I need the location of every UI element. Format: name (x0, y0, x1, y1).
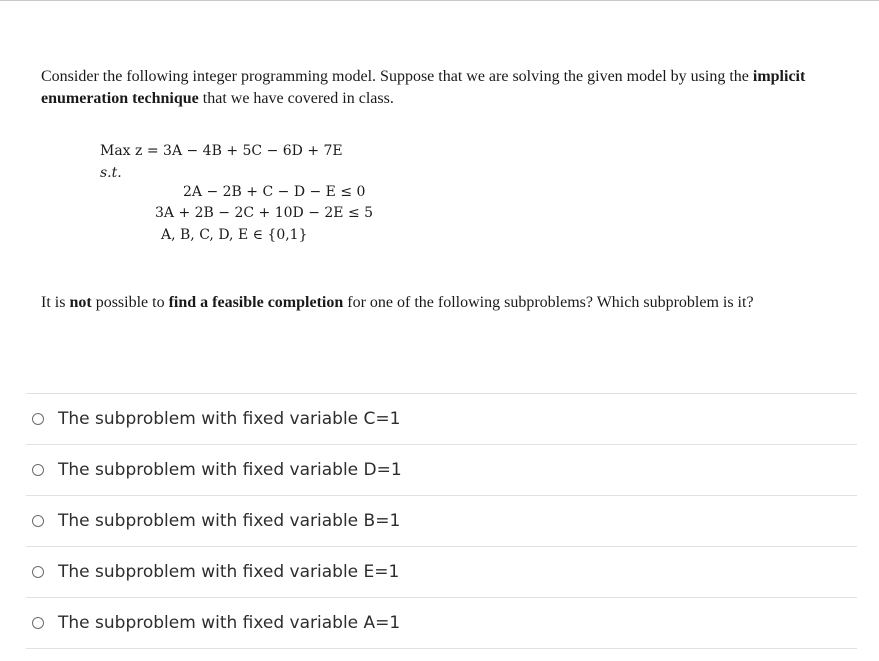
radio-button-icon[interactable] (32, 515, 44, 527)
constraint-domain: A, B, C, D, E ∈ {0,1} (161, 227, 308, 243)
intro-bold-text: implicit enumeration technique (41, 68, 806, 107)
answer-label: The subproblem with fixed variable B=1 (58, 511, 401, 531)
prompt-text-3: for one of the following subproblems? Which subproblem is it? (343, 294, 754, 311)
prompt-bold-not: not (69, 294, 92, 311)
prompt-text-2: possible to (91, 294, 169, 311)
subject-to-label: s.t. (100, 165, 122, 181)
question-prompt (41, 292, 831, 314)
answer-label: The subproblem with fixed variable C=1 (58, 409, 401, 429)
answer-options (26, 393, 857, 649)
radio-button-icon[interactable] (32, 464, 44, 476)
radio-button-icon[interactable] (32, 566, 44, 578)
question-intro (41, 66, 831, 110)
answer-label: The subproblem with fixed variable D=1 (58, 460, 402, 480)
answer-option-b[interactable] (26, 496, 857, 547)
answer-option-e[interactable] (26, 547, 857, 598)
intro-text: Consider the following integer programming model. Suppose that we are solving the given model by using the (41, 68, 753, 85)
answer-label: The subproblem with fixed variable E=1 (58, 562, 400, 582)
constraint-2: 3A + 2B − 2C + 10D − 2E ≤ 5 (155, 205, 374, 221)
top-divider (0, 0, 879, 1)
constraint-1: 2A − 2B + C − D − E ≤ 0 (183, 184, 366, 200)
radio-button-icon[interactable] (32, 617, 44, 629)
answer-option-a[interactable] (26, 598, 857, 649)
answer-option-c[interactable] (26, 394, 857, 445)
prompt-bold-feasible: find a feasible completion (168, 294, 344, 311)
prompt-text-1: It is (41, 294, 70, 311)
intro-text-end: that we have covered in class. (198, 90, 394, 107)
answer-label: The subproblem with fixed variable A=1 (58, 613, 401, 633)
answer-option-d[interactable] (26, 445, 857, 496)
radio-button-icon[interactable] (32, 413, 44, 425)
objective-function: Max z = 3A − 4B + 5C − 6D + 7E (100, 143, 343, 159)
